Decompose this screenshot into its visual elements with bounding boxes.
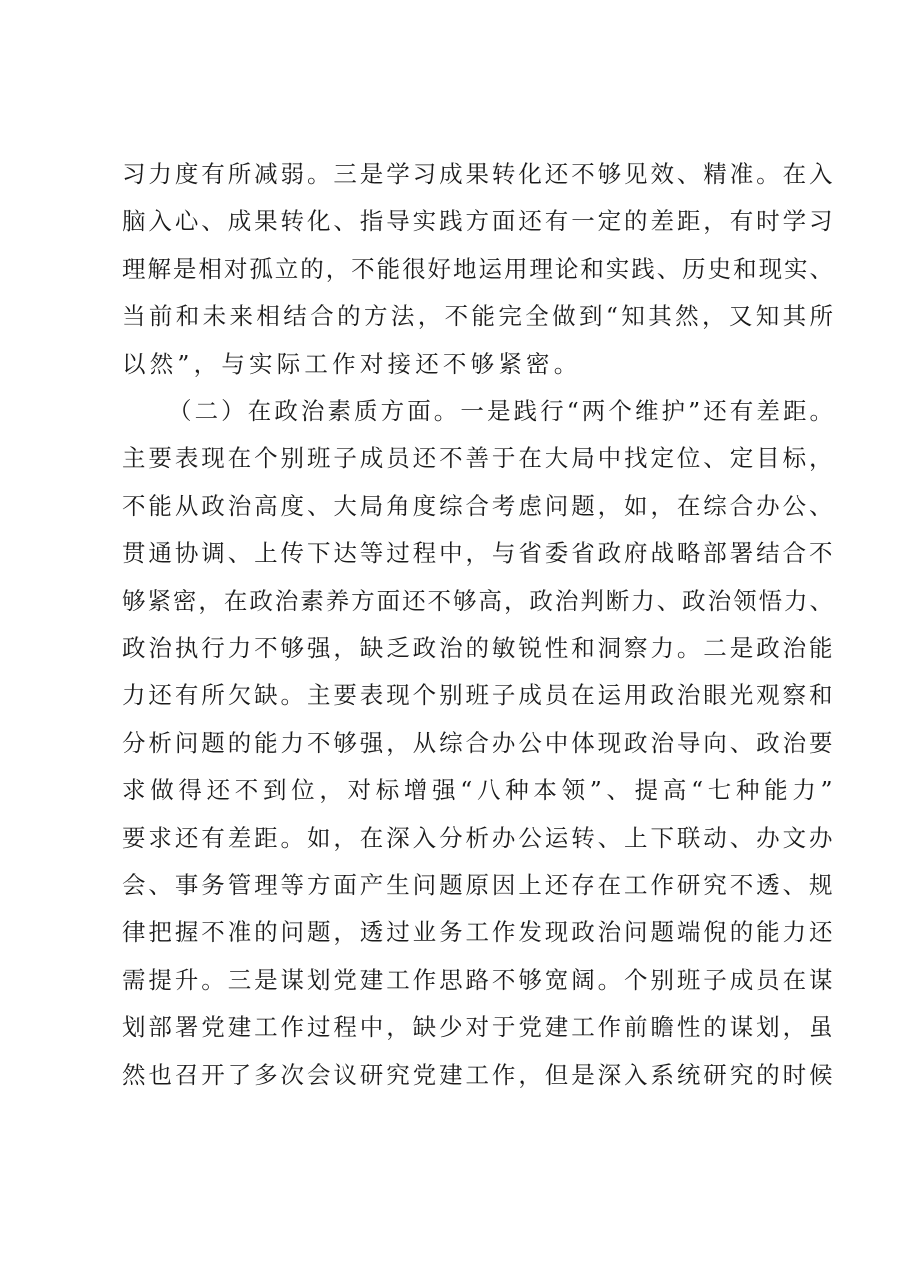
text-line-9: 贯通协调、上传下达等过程中，与省委省政府战略部署结合不 [122, 539, 836, 568]
text-line-17: 律把握不准的问题，透过业务工作发现政治问题端倪的能力还 [122, 918, 836, 947]
text-line-5: 以然”，与实际工作对接还不够紧密。 [122, 349, 582, 378]
text-line-1: 习力度有所减弱。三是学习成果转化还不够见效、精准。在入 [122, 160, 836, 188]
text-line-2: 脑入心、成果转化、指导实践方面还有一定的差距，有时学习 [122, 207, 836, 236]
text-line-13: 分析问题的能力不够强，从综合办公中体现政治导向、政治要 [122, 728, 836, 757]
text-line-8: 不能从政治高度、大局角度综合考虑问题，如，在综合办公、 [122, 491, 836, 520]
text-line-3: 理解是相对孤立的，不能很好地运用理论和实践、历史和现实、 [122, 254, 835, 283]
text-line-12: 力还有所欠缺。主要表现个别班子成员在运用政治眼光观察和 [122, 681, 836, 710]
text-line-16: 会、事务管理等方面产生问题原因上还存在工作研究不透、规 [122, 871, 836, 899]
text-line-19: 划部署党建工作过程中，缺少对于党建工作前瞻性的谋划，虽 [122, 1013, 836, 1042]
text-line-15: 要求还有差距。如，在深入分析办公运转、上下联动、办文办 [122, 823, 836, 852]
text-line-10: 够紧密，在政治素养方面还不够高，政治判断力、政治领悟力、 [122, 586, 835, 615]
text-line-4: 当前和未来相结合的方法，不能完全做到“知其然，又知其所 [122, 302, 837, 331]
text-line-7: 主要表现在个别班子成员还不善于在大局中找定位、定目标， [122, 444, 836, 473]
text-line-20: 然也召开了多次会议研究党建工作，但是深入系统研究的时候 [122, 1060, 836, 1089]
text-line-11: 政治执行力不够强，缺乏政治的敏锐性和洞察力。二是政治能 [122, 634, 836, 662]
text-line-14: 求做得还不到位，对标增强“八种本领”、提高“七种能力” [122, 776, 838, 805]
text-line-18: 需提升。三是谋划党建工作思路不够宽阔。个别班子成员在谋 [122, 965, 836, 994]
text-line-6: （二）在政治素质方面。一是践行“两个维护”还有差距。 [168, 397, 837, 425]
